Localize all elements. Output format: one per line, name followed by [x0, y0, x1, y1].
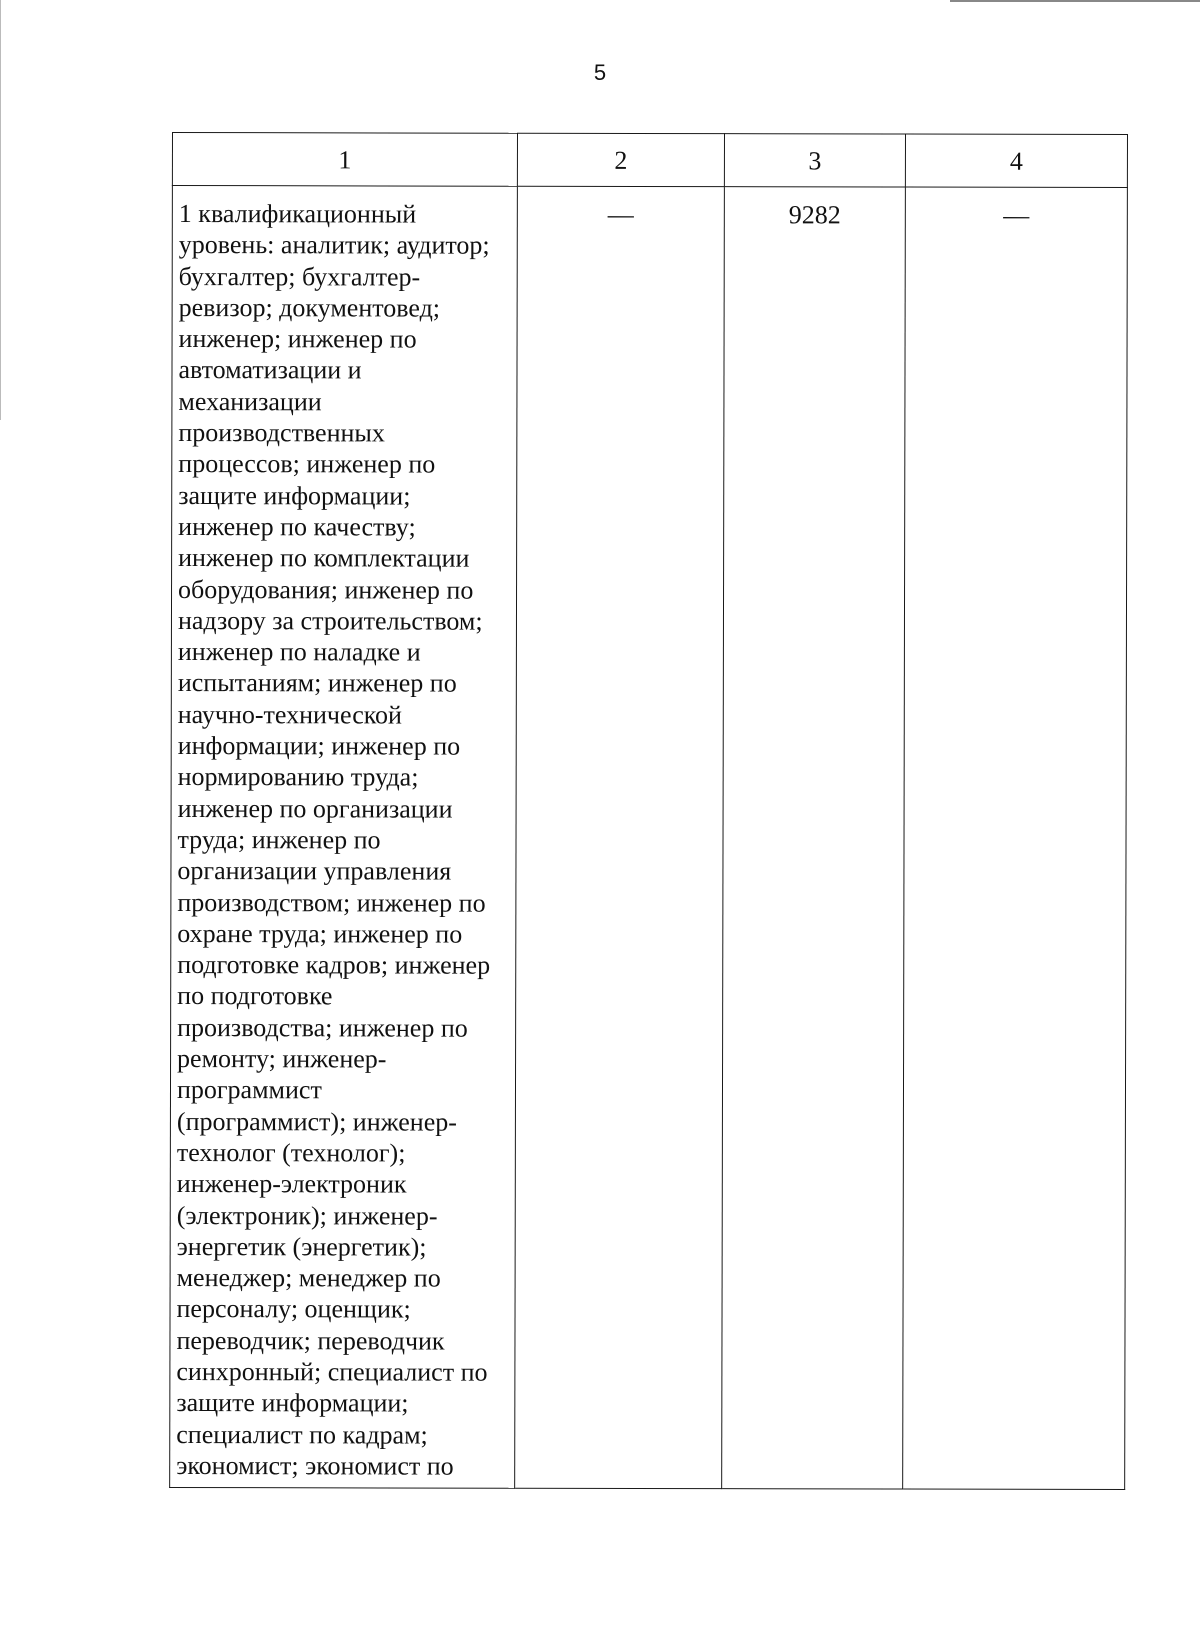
description-line: ремонту; инженер-	[177, 1044, 387, 1074]
description-line: синхронный; специалист по	[176, 1356, 488, 1387]
description-line: уровень: аналитик; аудитор;	[178, 230, 490, 260]
description-line: оборудования; инженер по	[178, 574, 474, 605]
description-line: инженер; инженер по	[178, 324, 417, 354]
table-header-row	[172, 133, 1127, 188]
description-line: надзору за строительством;	[177, 605, 483, 636]
description-line: энергетик (энергетик);	[176, 1231, 427, 1262]
description-line: научно-технической	[177, 699, 403, 730]
column-4-value: —	[903, 187, 1128, 1490]
description-line: технолог (технолог);	[176, 1137, 406, 1168]
column-3-value: 9282	[722, 187, 906, 1490]
qualification-description-cell	[170, 186, 518, 1489]
description-line: испытаниям; инженер по	[177, 668, 457, 699]
description-line: инженер по комплектации	[178, 543, 470, 573]
description-line: по подготовке	[177, 981, 333, 1011]
description-line: инженер по качеству;	[178, 511, 416, 542]
description-line: нормированию труда;	[177, 762, 419, 792]
description-line: производственных	[178, 418, 385, 448]
description-line: бухгалтер; бухгалтер-	[178, 261, 421, 292]
description-line: производства; инженер по	[177, 1012, 468, 1043]
description-line: программист	[176, 1075, 322, 1105]
page-number: 5	[593, 60, 607, 85]
description-line: персоналу; оценщик;	[176, 1294, 411, 1324]
column-2-value: —	[515, 186, 725, 1489]
description-line: защите информации;	[178, 480, 411, 511]
description-line: защите информации;	[176, 1388, 409, 1418]
description-line: подготовке кадров; инженер	[177, 950, 491, 980]
description-line: менеджер; менеджер по	[176, 1263, 441, 1293]
description-line: (программист); инженер-	[176, 1106, 457, 1137]
description-line: механизации	[178, 386, 322, 417]
description-line: информации; инженер по	[177, 731, 461, 761]
description-line: труда; инженер по	[177, 824, 381, 855]
column-header-3: 3	[724, 134, 905, 187]
column-header-1: 1	[172, 133, 517, 187]
description-line: ревизор; документовед;	[178, 292, 441, 323]
description-line: инженер по организации	[177, 793, 453, 824]
description-line: производством; инженер по	[177, 887, 486, 918]
description-line: 1 квалификационный	[178, 199, 417, 229]
column-header-2: 2	[517, 133, 724, 186]
description-line: организации управления	[177, 856, 452, 886]
description-line: переводчик; переводчик	[176, 1325, 445, 1356]
salary-table	[169, 132, 1128, 1490]
description-line: специалист по кадрам;	[176, 1419, 428, 1450]
description-line: автоматизации и	[178, 355, 362, 385]
description-line: инженер по наладке и	[177, 637, 421, 667]
scan-edge-mark	[950, 0, 1200, 2]
description-line: экономист; экономист по	[176, 1450, 454, 1481]
description-line: процессов; инженер по	[178, 449, 436, 479]
table-row	[170, 186, 1128, 1490]
column-header-4: 4	[905, 134, 1127, 187]
description-line: инженер-электроник	[176, 1169, 407, 1199]
description-line: (электроник); инженер-	[176, 1200, 438, 1231]
description-line: охране труда; инженер по	[177, 918, 463, 949]
